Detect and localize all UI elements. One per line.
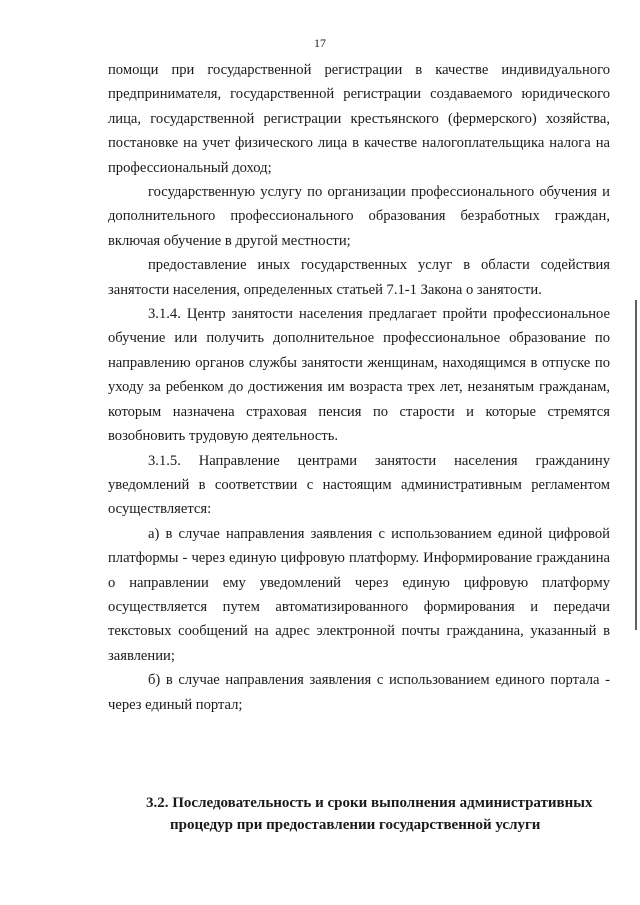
paragraph-vocational-training: государственную услугу по организации профессионального обучения и дополнительного профессионального образования безработных граждан, включая обучение в другой местности; bbox=[108, 184, 610, 249]
paragraph-other-services: предоставление иных государственных услуг в области содействия занятости населения, определенных статьей 7.1-1 Закона о занятости. bbox=[108, 257, 610, 298]
scan-edge-artifact bbox=[635, 300, 637, 630]
paragraph-3-1-4: 3.1.4. Центр занятости населения предлагает пройти профессиональное обучение или получить дополнительное профессиональное образование по направлению органов службы занятости женщинам, находящимся в отпуске по уходу за ребенком до достижения им возраста трех лет, незанятым гражданам, которым назначена страховая пенсия по старости и которые стремятся возобновить трудовую деятельность. bbox=[108, 306, 610, 445]
paragraph-item-b: б) в случае направления заявления с использованием единого портала - через единый портал; bbox=[108, 672, 610, 713]
section-heading-line-1: 3.2. Последовательность и сроки выполнения административных bbox=[146, 795, 593, 811]
paragraph-item-a: а) в случае направления заявления с использованием единой цифровой платформы - через единую цифровую платформу. Информирование гражданина о направлении ему уведомлений через единую цифровую платформу осуществляется путем автоматизированного формирования и передачи текстовых сообщений на адрес электронной почты гражданина, указанный в заявлении; bbox=[108, 525, 610, 664]
document-body bbox=[108, 58, 610, 717]
page-number: 17 bbox=[314, 36, 326, 50]
section-heading-line-2: процедур при предоставлении государственной услуги bbox=[170, 817, 541, 833]
section-heading bbox=[108, 792, 610, 836]
paragraph-registration-assistance: помощи при государственной регистрации в качестве индивидуального предпринимателя, государственной регистрации создаваемого юридического лица, государственной регистрации крестьянского (фермерского) хозяйства, постановке на учет физического лица в качестве налогоплательщика налога на профессиональный доход; bbox=[108, 62, 610, 176]
paragraph-3-1-5: 3.1.5. Направление центрами занятости населения гражданину уведомлений в соответствии с настоящим административным регламентом осуществляется: bbox=[108, 452, 610, 518]
